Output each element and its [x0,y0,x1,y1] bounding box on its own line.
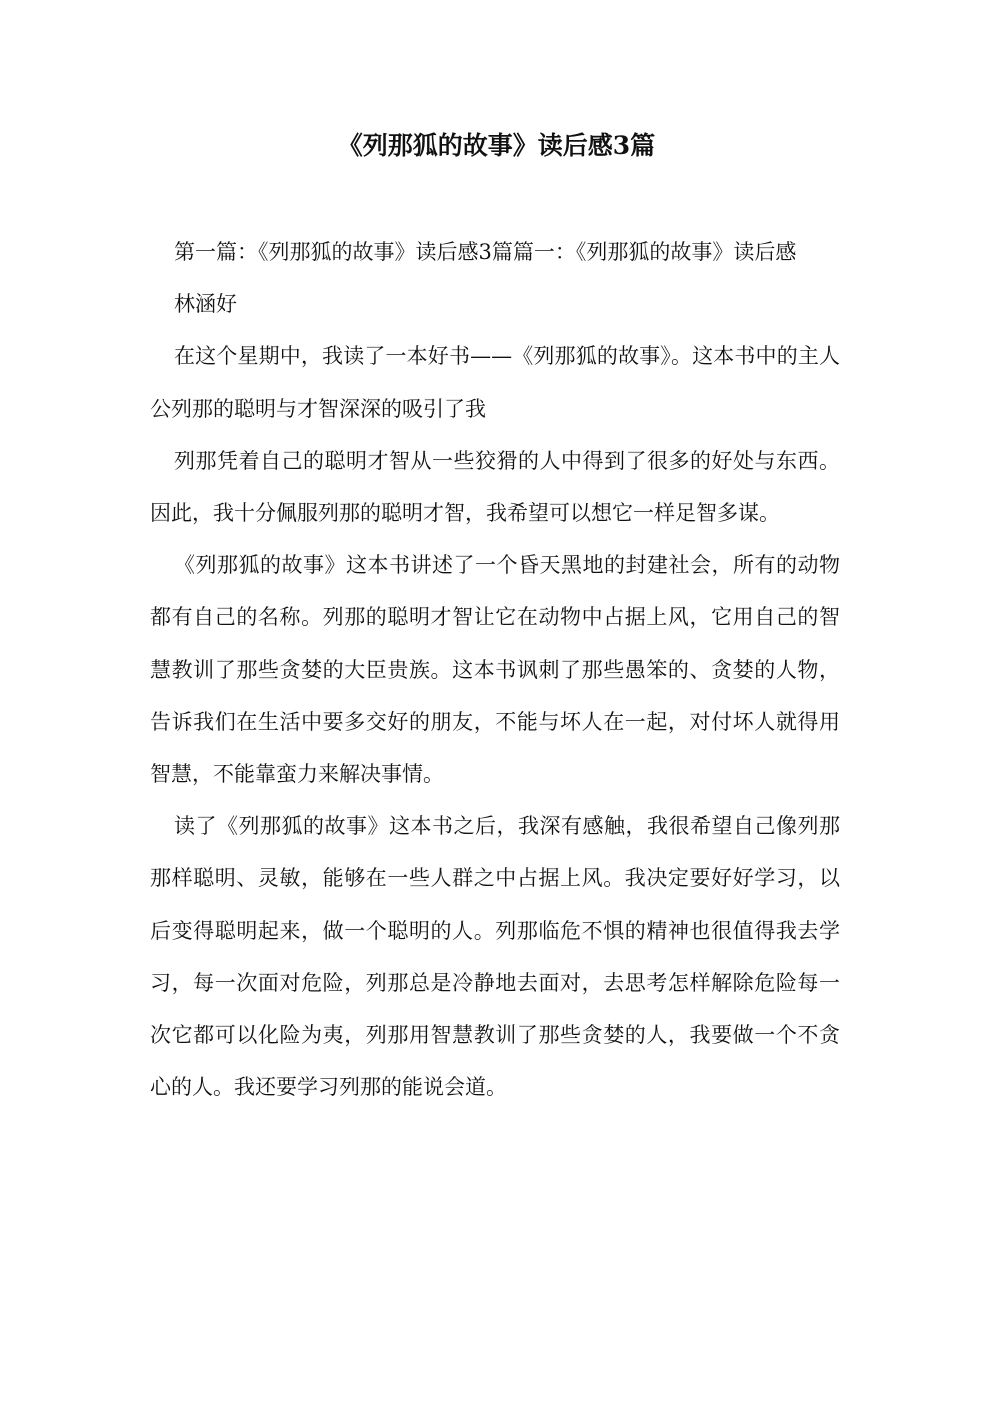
paragraph-reflection: 读了《列那狐的故事》这本书之后，我深有感触，我很希望自己像列那那样聪明、灵敏，能够在一些人群之中占据上风。我决定要好好学习，以后变得聪明起来，做一个聪明的人。列那临危不惧的精神也很值得我去学习，每一次面对危险，列那总是冷静地去面对，去思考怎样解除危险每一次它都可以化险为夷，列那用智慧教训了那些贪婪的人，我要做一个不贪心的人。我还要学习列那的能说会道。 [150,814,840,1100]
paragraph-book-summary: 《列那狐的故事》这本书讲述了一个昏天黑地的封建社会，所有的动物都有自己的名称。列那的聪明才智让它在动物中占据上风，它用自己的智慧教训了那些贪婪的大臣贵族。这本书讽刺了那些愚笨的、贪婪的人物，告诉我们在生活中要多交好的朋友，不能与坏人在一起，对付坏人就得用智慧，不能靠蛮力来解决事情。 [150,553,840,787]
paragraph-author: 林涵好 [174,292,237,317]
paragraph-intro: 在这个星期中，我读了一本好书——《列那狐的故事》。这本书中的主人公列那的聪明与才智深深的吸引了我 [150,344,840,421]
paragraph-admiration: 列那凭着自己的聪明才智从一些狡猾的人中得到了很多的好处与东西。因此，我十分佩服列那的聪明才智，我希望可以想它一样足智多谋。 [150,448,840,526]
paragraph-heading: 第一篇：《列那狐的故事》读后感3篇篇一：《列那狐的故事》读后感 [174,240,797,264]
document-title: 《列那狐的故事》读后感3篇 [337,131,656,160]
document-body [150,226,840,1113]
